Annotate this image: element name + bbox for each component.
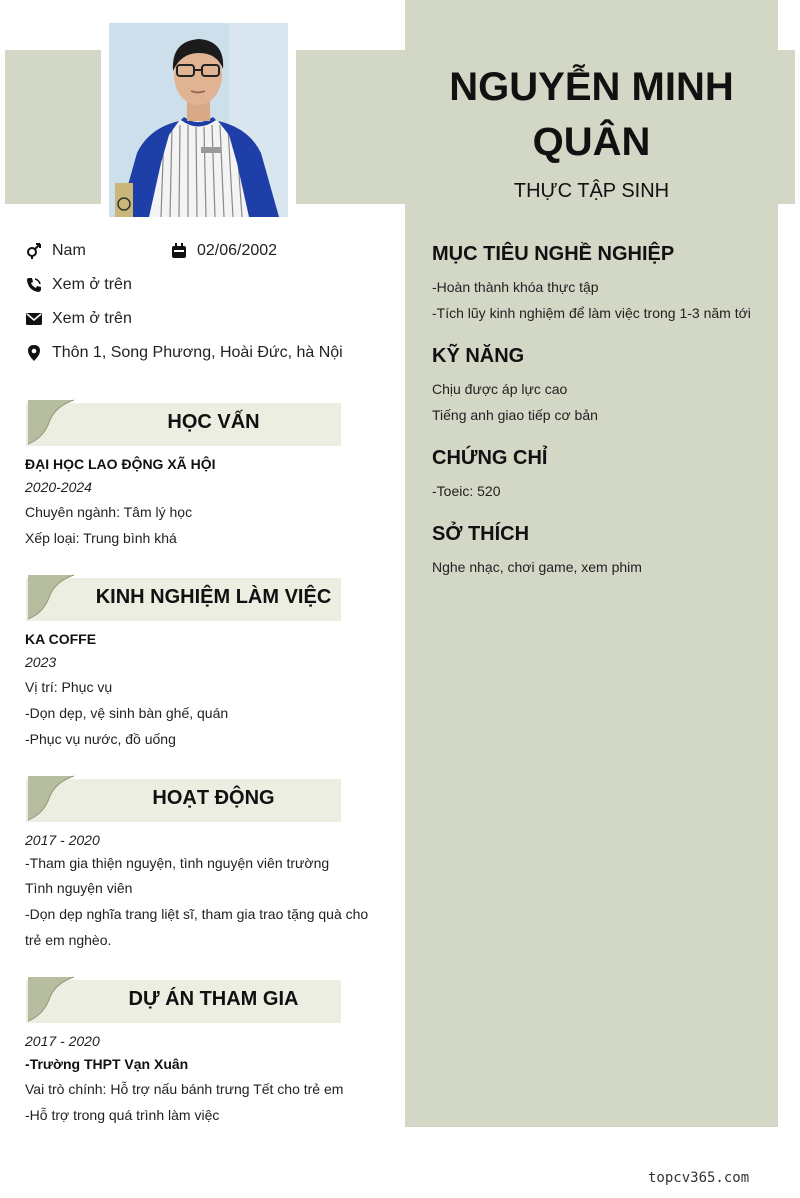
heading-tab-decoration bbox=[26, 573, 76, 621]
projects-heading-label: DỰ ÁN THAM GIA bbox=[128, 988, 299, 1010]
header-band-middle bbox=[296, 50, 408, 204]
education-heading-label: HỌC VẤN bbox=[167, 411, 260, 433]
birthday-value: 02/06/2002 bbox=[197, 242, 278, 259]
education-period: 2020-2024 bbox=[25, 479, 92, 495]
activities-line: -Tham gia thiện nguyện, tình nguyện viên trường bbox=[25, 855, 330, 871]
skills-heading: KỸ NĂNG bbox=[432, 345, 525, 367]
contact-phone bbox=[25, 276, 132, 294]
experience-heading-label: KINH NGHIỆM LÀM VIỆC bbox=[95, 586, 332, 608]
activities-line: Tình nguyện viên bbox=[25, 880, 133, 896]
experience-period: 2023 bbox=[25, 654, 57, 670]
address-value: Thôn 1, Song Phương, Hoài Đức, hà Nội bbox=[52, 344, 343, 361]
profile-photo bbox=[109, 23, 288, 217]
skills-line: Tiếng anh giao tiếp cơ bản bbox=[432, 407, 598, 423]
experience-company: KA COFFE bbox=[25, 631, 97, 647]
activities-period: 2017 - 2020 bbox=[25, 832, 100, 848]
education-major: Chuyên ngành: Tâm lý học bbox=[25, 504, 193, 520]
email-icon bbox=[25, 310, 43, 328]
location-icon bbox=[25, 344, 43, 362]
hobbies-heading: SỞ THÍCH bbox=[432, 523, 530, 545]
experience-heading bbox=[26, 573, 341, 618]
projects-role: Vai trò chính: Hỗ trợ nấu bánh trưng Tết cho trẻ em bbox=[25, 1081, 344, 1097]
activities-heading-label: HOẠT ĐỘNG bbox=[152, 787, 275, 809]
activities-line: -Dọn dẹp nghĩa trang liệt sĩ, tham gia trao tặng quà cho bbox=[25, 906, 369, 922]
activities-heading bbox=[26, 774, 341, 819]
header-band-right bbox=[775, 50, 795, 204]
education-school: ĐẠI HỌC LAO ĐỘNG XÃ HỘI bbox=[25, 456, 216, 472]
education-heading bbox=[26, 398, 341, 443]
heading-tab-decoration bbox=[26, 975, 76, 1023]
job-title: THỰC TẬP SINH bbox=[513, 180, 670, 202]
gender-value: Nam bbox=[52, 242, 86, 259]
projects-line: -Hỗ trợ trong quá trình làm việc bbox=[25, 1107, 220, 1123]
gender-icon bbox=[25, 242, 43, 260]
contact-birthday bbox=[170, 242, 277, 260]
experience-duty: -Dọn dẹp, vệ sinh bàn ghế, quán bbox=[25, 705, 229, 721]
phone-icon bbox=[25, 276, 43, 294]
projects-period: 2017 - 2020 bbox=[25, 1033, 100, 1049]
education-rank: Xếp loại: Trung bình khá bbox=[25, 530, 177, 546]
footer-watermark: topcv365.com bbox=[648, 1170, 750, 1186]
experience-duty: -Phục vụ nước, đồ uống bbox=[25, 731, 176, 747]
phone-value: Xem ở trên bbox=[52, 276, 132, 293]
skills-line: Chịu được áp lực cao bbox=[432, 381, 568, 397]
header-band-left bbox=[5, 50, 101, 204]
contact-gender bbox=[25, 242, 86, 260]
heading-tab-decoration bbox=[26, 774, 76, 822]
contact-address bbox=[25, 344, 343, 362]
projects-name: -Trường THPT Vạn Xuân bbox=[25, 1056, 189, 1072]
contact-email bbox=[25, 310, 132, 328]
candidate-name: NGUYỄN MINH QUÂN bbox=[449, 65, 734, 164]
activities-line: trẻ em nghèo. bbox=[25, 932, 112, 948]
projects-heading bbox=[26, 975, 341, 1020]
heading-tab-decoration bbox=[26, 398, 76, 446]
calendar-icon bbox=[170, 242, 188, 260]
certificates-heading: CHỨNG CHỈ bbox=[432, 447, 548, 469]
objective-line: -Hoàn thành khóa thực tập bbox=[432, 279, 599, 295]
objective-line: -Tích lũy kinh nghiệm để làm việc trong 1-3 năm tới bbox=[432, 305, 751, 321]
email-value: Xem ở trên bbox=[52, 310, 132, 327]
experience-position: Vị trí: Phục vụ bbox=[25, 679, 113, 695]
objective-heading: MỤC TIÊU NGHỀ NGHIỆP bbox=[432, 243, 675, 265]
hobbies-line: Nghe nhạc, chơi game, xem phim bbox=[432, 559, 642, 575]
certificates-line: -Toeic: 520 bbox=[432, 483, 501, 499]
